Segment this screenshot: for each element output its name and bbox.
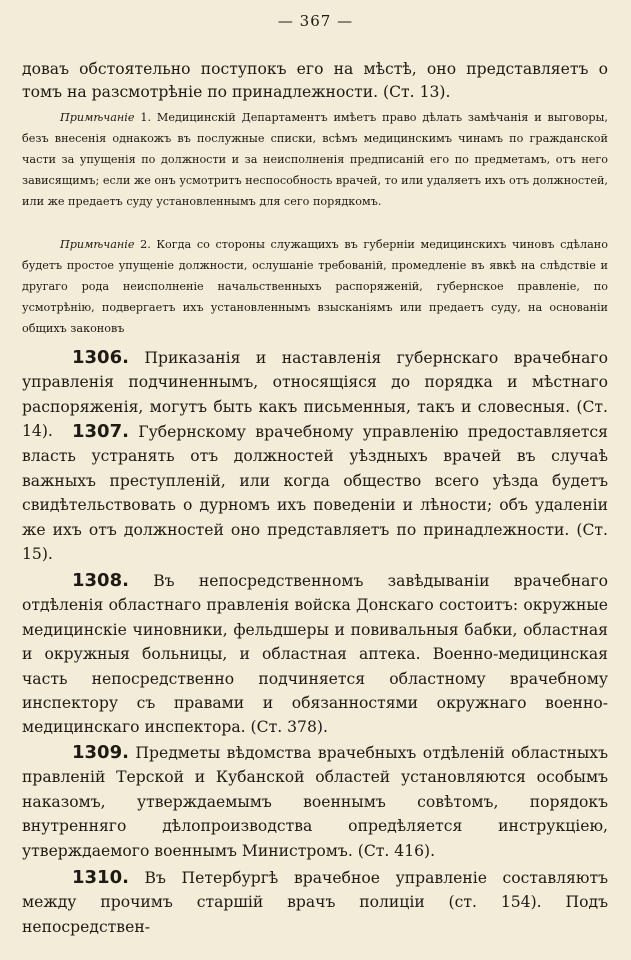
page-number: — 367 —: [277, 12, 354, 30]
article-text: Въ непосредственномъ завѣдываніи врачебнаго отдѣленія областнаго правленія войска Донскаго состоитъ: окружные медицинскіе чиновники, фельдшеры и повивальныя бабки, областная и окружныя больницы, и областная аптека. Военно-медицинская часть непосредственно подчиняется областному врачебному инспектору съ правами и обязанностями окружнаго военно-медицинскаго инспектора. (Ст. 378).: [22, 572, 608, 737]
article-text: Губернскому врачебному управленію предоставляется власть устранять отъ должностей уѣздныхъ врачей въ случаѣ важныхъ преступленій, или когда общество всего уѣзда будетъ свидѣтельствовать о дурномъ ихъ поведеніи и лѣности; объ удаленіи же ихъ отъ должностей оно представляетъ по принадлежности. (Ст. 15).: [22, 423, 608, 564]
article-text: Предметы вѣдомства врачебныхъ отдѣленій областныхъ правленій Терской и Кубанской областей установляются особымъ наказомъ, утверждаемымъ военнымъ совѣтомъ, порядокъ внутренняго дѣлопроизводства опредѣляется инструкціею, утверждаемого военнымъ Министромъ. (Ст. 416).: [22, 744, 608, 860]
article-number: 1309.: [72, 742, 129, 763]
article-1310: [22, 866, 608, 939]
article-text: Приказанія и наставленія губернскаго врачебнаго управленія подчиненнымъ, относящіяся до порядка и мѣстнаго распоряженія, могутъ быть какъ письменныя, такъ и словесныя. (Ст. 14).: [22, 349, 608, 441]
note-2-text: 2. Когда со стороны служащихъ въ губерніи медицинскихъ чиновъ сдѣлано будетъ простое упущеніе должности, ослушаніе требованій, промедленіе въ явкѣ на слѣдствіе и другаго рода неисполненіе начальственныхъ распоряженій, губернское правленіе, по усмотрѣнію, подвергаетъ ихъ установленнымъ взысканіямъ или предаетъ суду, на основаніи общихъ законовъ: [22, 238, 608, 335]
article-number: 1307.: [72, 421, 129, 442]
note-1-text: 1. Медицинскій Департаментъ имѣетъ право дѣлать замѣчанія и выговоры, безъ внесенія однакожъ въ послужные списки, всѣмъ медицинскимъ чинамъ по гражданской части за упущенія по должности и за неисполненія предписаній его по предметамъ, отъ него зависящимъ; если же онъ усмотритъ неспособность врачей, то или удаляетъ ихъ отъ должностей, или же предаетъ суду установленнымъ для сего порядкомъ.: [22, 111, 608, 208]
article-number: 1308.: [72, 570, 129, 591]
article-1308: [22, 569, 608, 740]
article-number: 1306.: [72, 347, 129, 368]
note-1-label: Примѣчаніе: [60, 111, 135, 124]
article-1309: [22, 741, 608, 863]
article-text: Въ Петербургѣ врачебное управленіе составляютъ между прочимъ старшій врачъ полиціи (ст. 154). Подъ непосредствен-: [22, 869, 608, 936]
note-2: [22, 234, 608, 339]
note-1: [22, 107, 608, 212]
article-1307: [22, 420, 608, 566]
continuation-paragraph: доваъ обстоятельно поступокъ его на мѣстѣ, оно представляетъ о томъ на разсмотрѣніе по принадлежности. (Ст. 13).: [22, 60, 608, 101]
article-number: 1310.: [72, 867, 129, 888]
note-2-label: Примѣчаніе: [60, 238, 135, 251]
